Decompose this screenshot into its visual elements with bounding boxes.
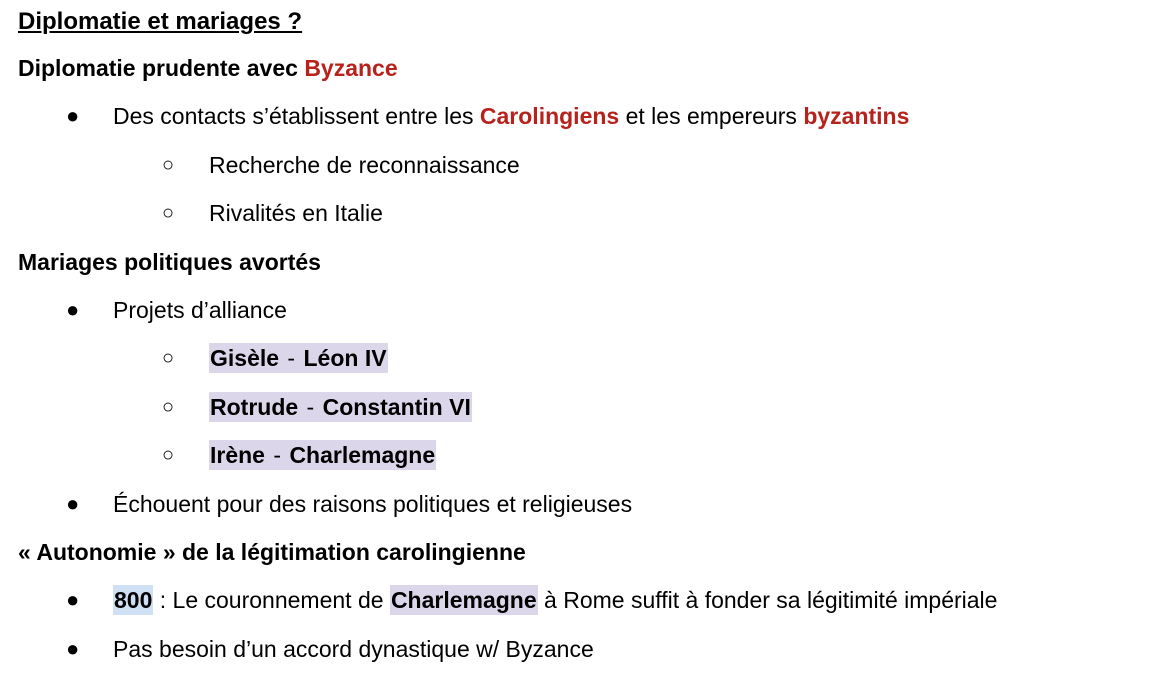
document-body (18, 0, 1138, 673)
keyword-carolingiens: Carolingiens (479, 103, 620, 129)
highlighted-name: Léon IV (303, 345, 387, 371)
disc-bullet-icon: ● (66, 103, 80, 128)
pair-separator: - (266, 442, 288, 468)
item-text: : Le couronnement de (153, 587, 390, 613)
item-text: et les empereurs (619, 103, 804, 129)
keyword-byzantins: byzantins (803, 103, 910, 129)
list-item-echouent (18, 480, 1138, 529)
disc-bullet-icon: ● (66, 635, 80, 661)
highlighted-name: Gisèle (210, 345, 280, 371)
highlighted-name: Charlemagne (289, 442, 436, 468)
item-text: Recherche de reconnaissance (209, 151, 520, 178)
heading-keyword-byzance: Byzance (304, 55, 398, 81)
section-heading-diplomatie (18, 44, 1138, 92)
list-item-pas-besoin (18, 625, 1138, 674)
section-heading-autonomie: « Autonomie » de la légitimation carolingienne (18, 539, 526, 565)
pair-separator: - (281, 345, 302, 371)
list-item-contacts (18, 92, 1138, 141)
item-text: Pas besoin d’un accord dynastique w/ Byzance (113, 635, 594, 662)
circle-bullet-icon: ○ (162, 444, 175, 466)
circle-bullet-icon: ○ (162, 202, 175, 224)
list-item-projets (18, 286, 1138, 335)
highlighted-name: Constantin VI (322, 393, 471, 420)
circle-bullet-icon: ○ (162, 395, 175, 418)
item-text: Échouent pour des raisons politiques et religieuses (113, 490, 633, 517)
item-text: Rivalités en Italie (209, 200, 383, 226)
highlighted-name: Irène (210, 442, 265, 468)
highlighted-name: Rotrude (210, 393, 299, 420)
list-item-couronnement (18, 576, 1138, 625)
disc-bullet-icon: ● (66, 490, 80, 516)
pair-separator: - (300, 393, 321, 420)
item-text: Des contacts s’établissent entre les (113, 103, 480, 129)
disc-bullet-icon: ● (66, 296, 80, 322)
item-text: à Rome suffit à fonder sa légitimité impériale (537, 587, 998, 613)
document-title: Diplomatie et mariages ? (18, 8, 303, 35)
sub-list-item (18, 141, 1138, 190)
sub-list-item-pair (18, 334, 1138, 383)
sub-list-item-pair (18, 383, 1138, 432)
circle-bullet-icon: ○ (162, 153, 175, 176)
highlighted-name: Charlemagne (390, 587, 537, 613)
sub-list-item (18, 189, 1138, 238)
section-heading-mariages: Mariages politiques avortés (18, 248, 321, 275)
circle-bullet-icon: ○ (162, 347, 175, 369)
highlighted-year: 800 (114, 587, 153, 613)
disc-bullet-icon: ● (66, 587, 80, 612)
item-text: Projets d’alliance (113, 296, 287, 323)
heading-text: Diplomatie prudente avec (18, 55, 305, 81)
sub-list-item-pair (18, 431, 1138, 480)
